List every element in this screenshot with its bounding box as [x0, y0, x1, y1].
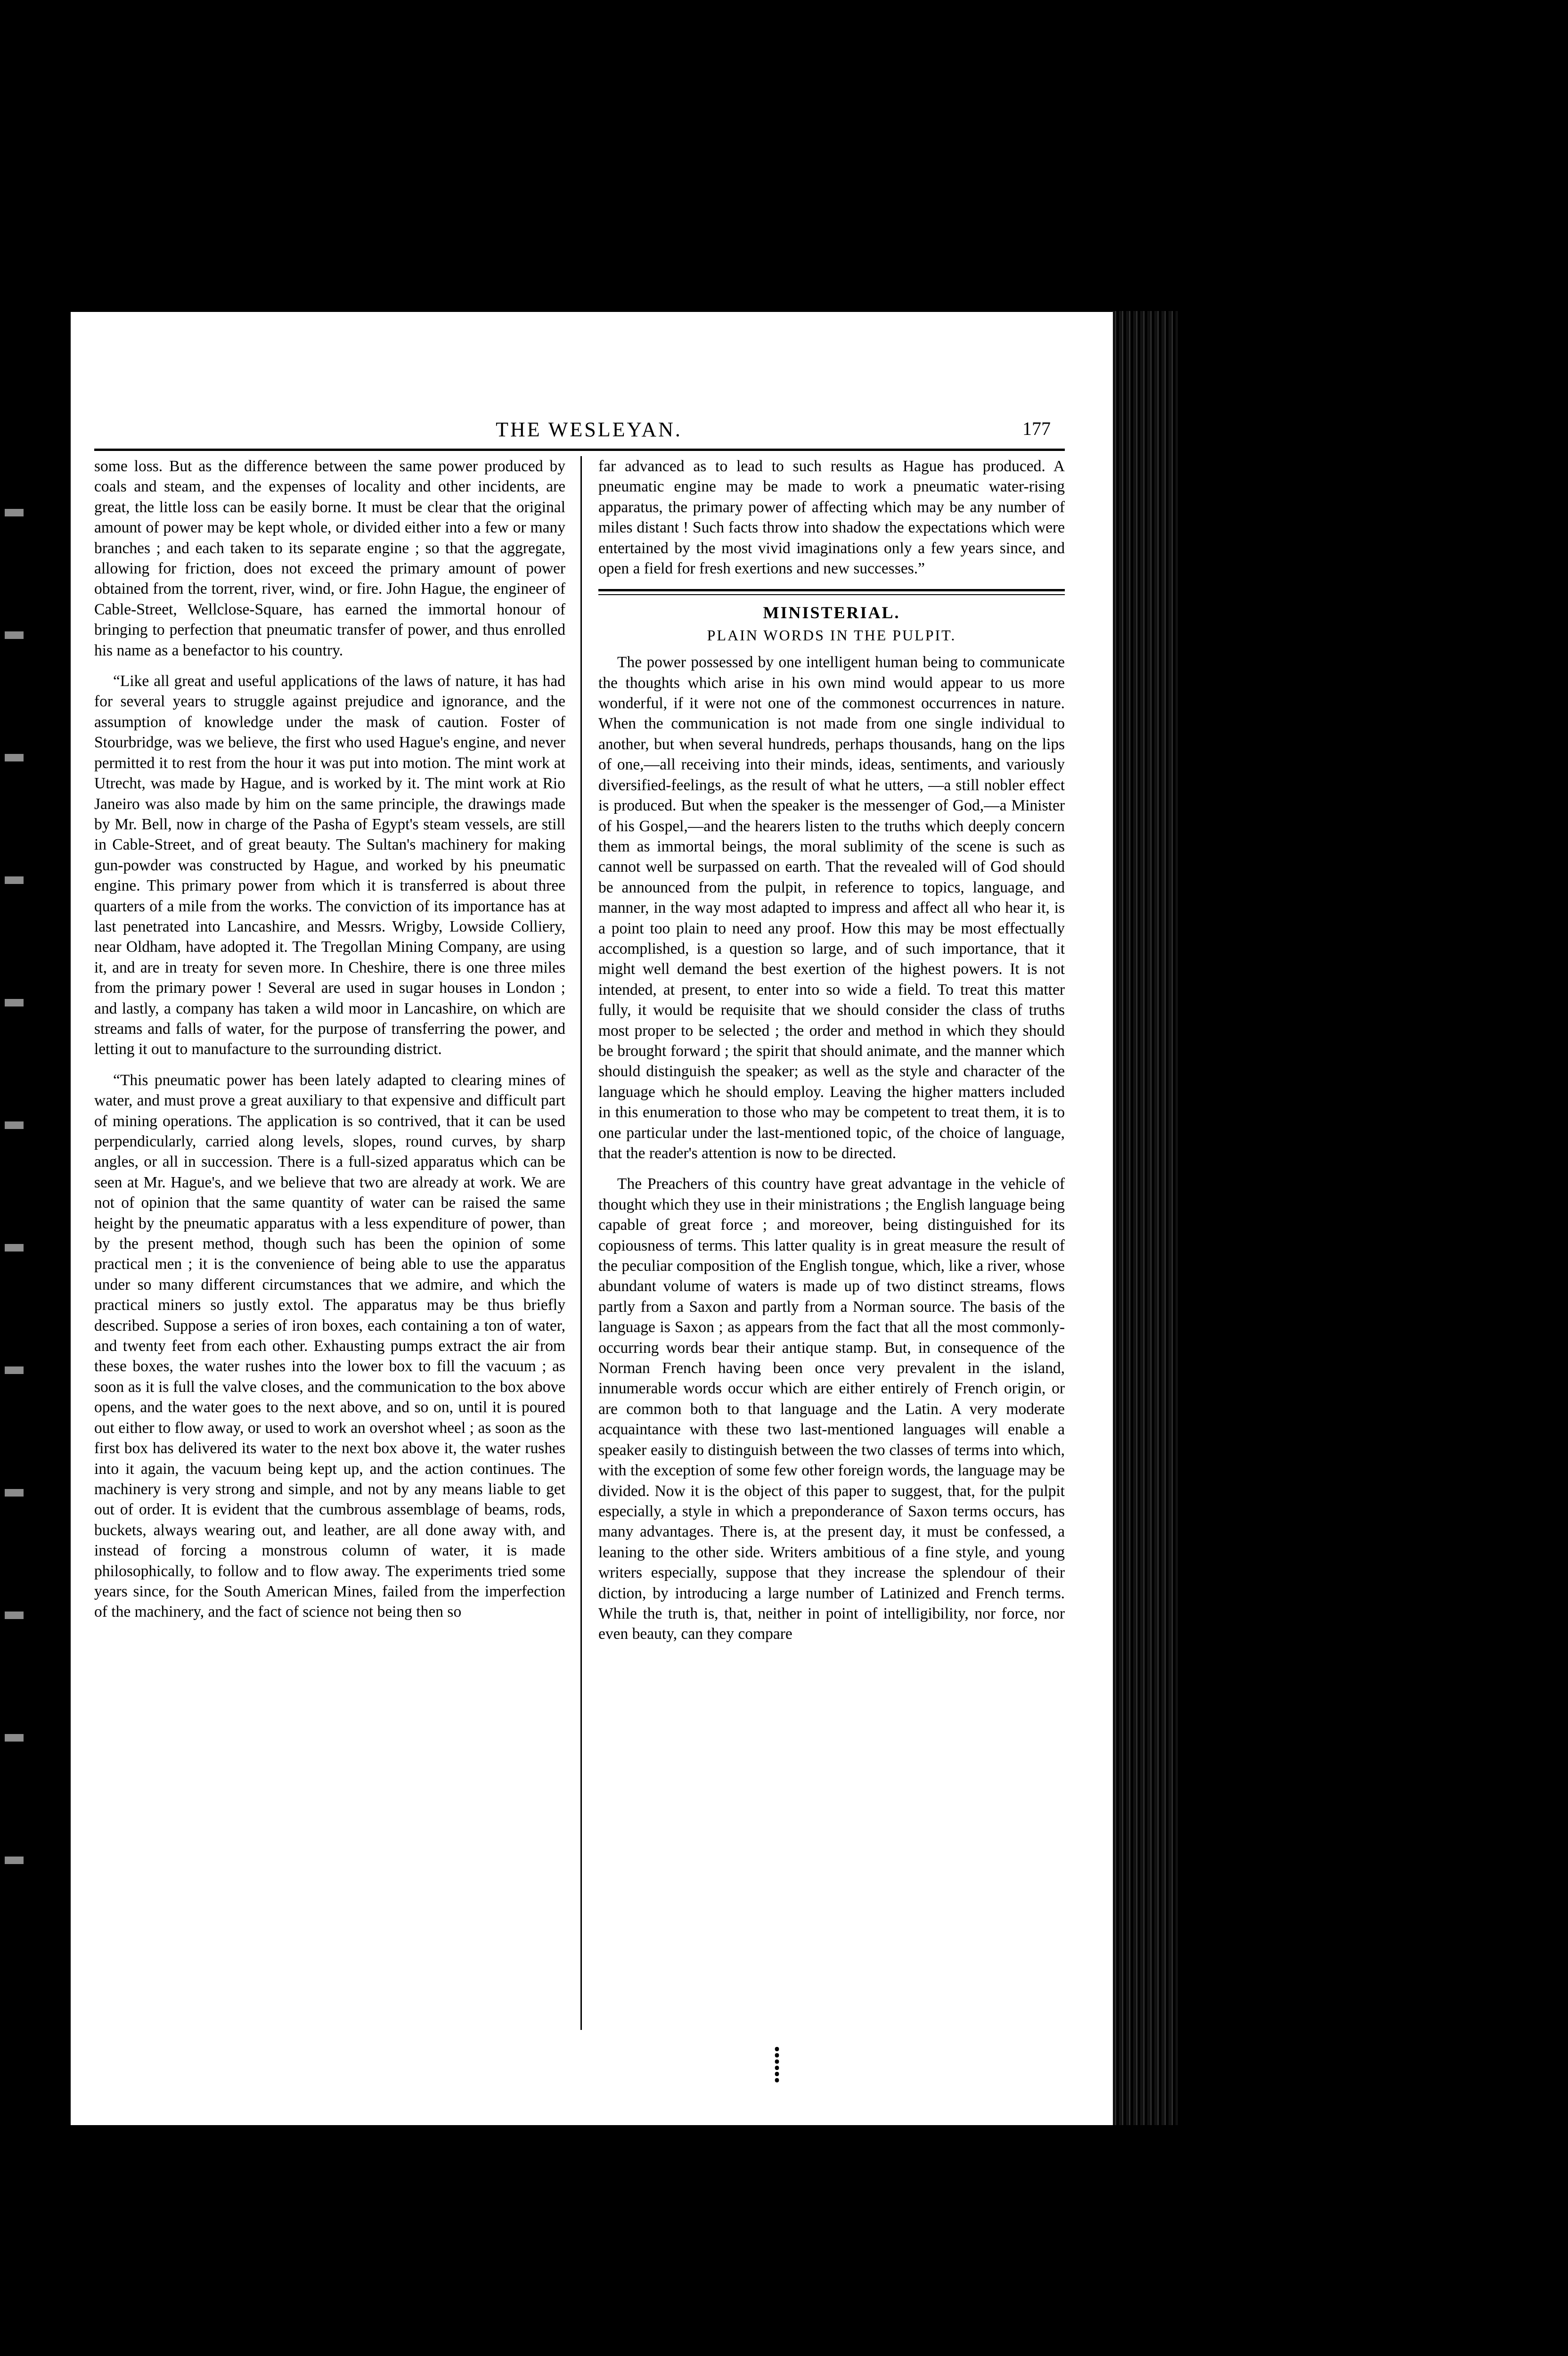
- header-rule: [94, 449, 1065, 451]
- facing-page-text-fragments: [5, 424, 24, 1979]
- journal-title: THE WESLEYAN.: [496, 418, 682, 441]
- left-paragraph-2: “Like all great and useful applications of the laws of nature, it has had for several years to struggle against prejudice and ignorance, and the assumption of knowledge under the mask of caution. Foster of Stourbridge, was we believe, the first who used Hague's engine, and never permitted it to rest from the hour it was put into motion. The mint work at Utrecht, was made by Hague, and is worked by it. The mint work at Rio Janeiro was also made by him on the same principle, the drawings made by Mr. Bell, now in charge of the Pasha of Egypt's steam vessels, are still in Cable-Street, and of great beauty. The Sultan's machinery for making gun-powder was constructed by Hague, and worked by his pneumatic engine. This primary power from which it is transferred is about three quarters of a mile from the works. The conviction of its importance has at last penetrated into Lancashire, and Messrs. Wrigby, Lowside Colliery, near Oldham, have adopted it. The Tregollan Mining Company, are using it, and are in treaty for seven more. In Cheshire, there is one three miles from the primary power ! Several are used in sugar houses in London ; and lastly, a company has taken a wild moor in Lancashire, on which are streams and falls of water, for the purpose of transferring the power, and letting it out to manufacture to the surrounding district.: [94, 672, 565, 1058]
- right-paragraph-2: The Preachers of this country have great advantage in the vehicle of thought which they use in their ministrations ; the English language being capable of great force ; and moreover, being distinguished for its copiousness of terms. This latter quality is in great measure the result of the peculiar composition of the English tongue, which, like a river, whose abundant volume of waters is made up of two distinct streams, flows partly from a Saxon and partly from a Norman source. The basis of the language is Saxon ; as appears from the fact that all the most commonly-occurring words bear their antique stamp. But, in consequence of the Norman French having been once very prevalent in the island, innumerable words occur which are either entirely of French origin, or are common both to that language and the Latin. A very moderate acquaintance with these two last-mentioned languages will enable a speaker easily to distinguish between the two classes of terms into which, with the exception of some few other foreign words, the language may be divided. Now it is the object of this paper to suggest, that, for the pulpit especially, a style in which a preponderance of Saxon terms occurs, has many advantages. There is, at the present day, it must be confessed, a leaning to the other side. Writers ambitious of a fine style, and young writers especially, suppose that they increase the splendour of their diction, by introducing a large number of Latinized and French terms. While the truth is, that, neither in point of intelligibility, nor force, nor even beauty, can they compare: [598, 1175, 1065, 1643]
- scan-left-margin: [0, 0, 71, 2356]
- section-title: MINISTERIAL.: [763, 603, 900, 622]
- book-page-edges: [1112, 311, 1178, 2125]
- left-paragraph-1: some loss. But as the difference between the same power produced by coals and steam, and the expenses of locality and other incidents, are great, the little loss can be easily borne. It must be clear that the original amount of power may be kept whole, or divided either into a few or many branches ; and each taken to its separate engine ; so that the aggregate, allowing for friction, does not exceed the primary amount of power obtained from the torrent, river, wind, or fire. John Hague, the engineer of Cable-Street, Wellclose-Square, has earned the immortal honour of bringing to perfection that pneumatic transfer of power, and thus enrolled his name as a benefactor to his country.: [94, 458, 565, 659]
- left-paragraph-3: “This pneumatic power has been lately adapted to clearing mines of water, and must prove a great auxiliary to that expensive and difficult part of mining operations. The application is so contrived, that it can be used perpendicularly, carried along levels, slopes, round curves, by sharp angles, or all in succession. There is a full-sized apparatus which can be seen at Mr. Hague's, and we believe that two are already at work. We are not of opinion that the same quantity of water can be raised the same height by the pneumatic apparatus with a less expenditure of power, than by the present method, though such has been the opinion of some practical men ; it is the convenience of being able to use the apparatus under so many different circumstances that we admire, and which the practical miners so justly extol. The apparatus may be thus briefly described. Suppose a series of iron boxes, each containing a ton of water, and twenty feet from each other. Exhausting pumps extract the air from these boxes, the water rushes into the lower box to fill the vacuum ; as soon as it is full the valve closes, and the communication to the box above opens, and the water goes to the next above, and so on, until it is poured out either to flow away, or used to work an overshot wheel ; as soon as the first box has delivered its water to the next box above it, the water rushes into it again, the vacuum being kept up, and the action continues. The machinery is very strong and simple, and not by any means liable to get out of order. It is evident that the cumbrous assemblage of beams, rods, buckets, always wearing out, and leather, are all done away with, and instead of forcing a monstrous column of water, it is made philosophically, to follow and to flow away. The experiments tried some years since, for the South American Mines, failed from the imperfection of the machinery, and the fact of science not being then so: [94, 1071, 565, 1621]
- section-rule-thin: [598, 594, 1065, 595]
- column-divider: [580, 456, 582, 2030]
- quote-continuation: far advanced as to lead to such results as Hague has produced. A pneumatic engine may be made to work a pneumatic water-rising apparatus, the primary power of affecting which may be any number of miles distant ! Such facts throw into shadow the expectations which were entertained by the most vivid imaginations only a few years since, and open a field for fresh exertions and new successes.”: [598, 458, 1065, 578]
- page-number: 177: [1022, 418, 1051, 439]
- right-paragraph-1: The power possessed by one intelligent human being to communicate the thoughts which arise in his own mind would appear to us more wonderful, if it were not one of the commonest occurrences in nature. When the communication is not made from one single individual to another, but when several hundreds, perhaps thousands, hang on the lips of one,—all receiving into their minds, ideas, sentiments, and variously diversified-feelings, as the result of what he utters, —a still nobler effect is produced. But when the speaker is the messenger of God,—a Minister of his Gospel,—and the hearers listen to the truths which deeply concern them as immortal beings, the moral sublimity of the scene is such as cannot well be surpassed on earth. That the revealed will of God should be announced from the pulpit, in reference to topics, language, and manner, in the way most adapted to impress and affect all who hear it, is a point too plain to need any proof. How this may be most effectually accomplished, is a question so large, and of such importance, that it might well demand the best exertion of the highest powers. It is not intended, at present, to enter into so wide a field. To treat this matter fully, it would be requisite that we should consider the class of truths most proper to be selected ; the order and method in which they should be brought forward ; the spirit that should animate, and the manner which should distinguish the speaker; as well as the style and character of the language which he should employ. Leaving the higher matters included in this enumeration to those who may be competent to treat them, it is to one particular under the last-mentioned topic, of the choice of language, that the reader's attention is now to be directed.: [598, 654, 1065, 1162]
- article-title: PLAIN WORDS IN THE PULPIT.: [707, 626, 956, 644]
- left-column: [94, 456, 565, 1622]
- section-rule: [598, 589, 1065, 591]
- running-head: [118, 417, 1060, 446]
- right-column: [598, 456, 1065, 1644]
- book-page: [71, 312, 1113, 2125]
- stray-ink-mark: ⸽: [773, 2047, 781, 2083]
